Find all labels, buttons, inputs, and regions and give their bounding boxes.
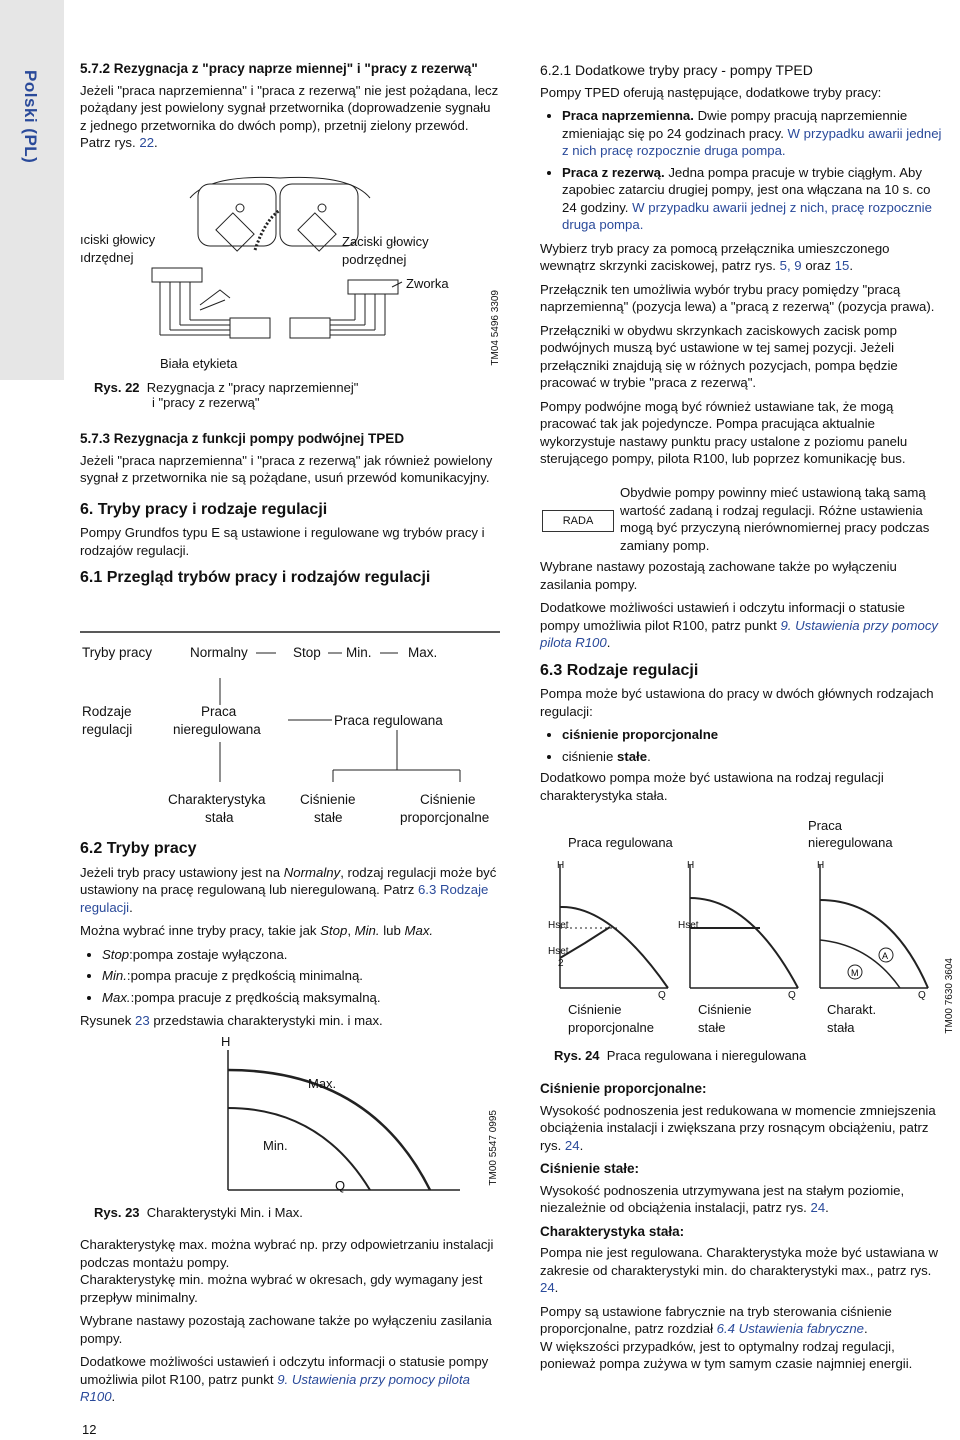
fig24-prop-2: proporcjonalne [568, 1020, 655, 1035]
fig24-unreg-2: nieregulowana [808, 835, 893, 850]
figure-22 [80, 170, 520, 420]
fig23-q: Q [335, 1178, 346, 1193]
fig24-two: 2 [558, 958, 564, 969]
fig22-jumper-label: Zworka [406, 276, 449, 291]
list-item: • ciśnienie stałe. [562, 748, 945, 766]
ov-char-1: Charakterystyka [168, 792, 266, 807]
section-573-text: Jeżeli "praca naprzemienna" i "praca z rezerwą" jak również powielony sygnał z przetwornika nie są pożądane, usuń przewód komunikacyjny. [80, 452, 493, 485]
left-column-4 [80, 1236, 500, 1412]
ov-min: Min. [346, 645, 372, 660]
list-item: • Min.:pompa pracuje z prędkością minimalną. [102, 967, 500, 985]
fig23-code: TM00 5547 0995 [488, 1110, 499, 1186]
r100-text: Dodatkowe możliwości ustawień i odczytu informacji o statusie pompy umożliwia pilot R100, patrz punkt 9. Ustawienia przy pomocy pilota R100. [80, 1354, 489, 1404]
page-number: 12 [82, 1422, 97, 1437]
prop-text: Wysokość podnoszenia jest redukowana w momencie zmniejszenia obciążenia instalacji i zwiększana przy rosnącym obciążeniu, patrz rys. 24. [540, 1102, 936, 1153]
prop-heading: Ciśnienie proporcjonalne: [540, 1081, 707, 1096]
rada-text: Obydwie pompy powinny mieć ustawioną taką samą wartość zadaną i rodzaj regulacji. Różne ustawienia mogą być przyczyną nierównomiernej pracy podczas zamiany pomp. [620, 485, 930, 553]
figure-23 [80, 1030, 520, 1225]
char-text: Pompa nie jest regulowana. Charakterystyka może być ustawiana w zakresie od charakterystyki min. do charakterystyki max., patrz rys. 24. [540, 1245, 939, 1295]
switch-text-4: Pompy podwójne mogą być również ustawiane tak, że mogą pracować tak jak pojedyncze. Pompa pracująca aktualnie wykorzystuje nastawy punktu pracy ustalone z poziomu panelu sterującego pompy, pilota R100, lub poprzez komunikację bus. [540, 398, 908, 466]
factory-text: Pompy są ustawione fabrycznie na tryb sterowania ciśnienie proporcjonalne, patrz rozdział 6.4 Ustawienia fabryczne. [540, 1303, 892, 1336]
fig24-h2: H [687, 860, 695, 871]
fig24-q1: Q [658, 990, 666, 1001]
fig22-white-label: Biała etykieta [160, 356, 238, 371]
fig22-left-label-2: ıdrzędnej [80, 250, 134, 265]
fig24-code: TM00 7630 3604 [944, 958, 955, 1034]
fig24-q2: Q [788, 990, 796, 1001]
list-item: • Praca naprzemienna. Dwie pompy pracują naprzemiennie zmieniając się po 24 godzinach pracy. W przypadku awarii jednej z nich pracę rozpocznie druga pompa. [562, 107, 945, 160]
section-62-title: 6.2 Tryby pracy [80, 840, 197, 857]
fig24-prop-1: Ciśnienie [568, 1002, 622, 1017]
fig22-left-label-1: ıciski głowicy [80, 232, 156, 247]
fig24-caption: Rys. 24 Praca regulowana i nieregulowana [554, 1048, 807, 1063]
ov-types-1: Rodzaje [82, 704, 132, 719]
left-column [80, 60, 500, 158]
max-text: Charakterystykę max. można wybrać np. przy odpowietrzaniu instalacji podczas montażu pompy. Charakterystykę min. można wybrać w okresach, gdy wymagany jest przepływ minimalny. [80, 1237, 494, 1305]
section-63-title: 6.3 Rodzaje regulacji [540, 661, 699, 679]
ov-stop: Stop [293, 645, 321, 660]
right-column-3 [540, 1080, 945, 1379]
list-item: • Max.:pompa pracuje z prędkością maksymalną. [102, 989, 500, 1007]
list-item: • Stop:pompa zostaje wyłączona. [102, 946, 500, 964]
saved-text: Wybrane nastawy pozostają zachowane także po wyłączeniu zasilania pompy. [80, 1313, 492, 1346]
fig23-min: Min. [263, 1138, 288, 1153]
figure-24 [540, 810, 960, 1070]
section-621-intro: Pompy TPED oferują następujące, dodatkowe tryby pracy: [540, 84, 882, 100]
section-572-title: 5.7.2 Rezygnacja z "pracy naprze miennej" i "pracy z rezerwą" [80, 61, 478, 76]
fig22-caption: Rys. 22 Rezygnacja z "pracy naprzemiennej" i "pracy z rezerwą" [94, 380, 359, 410]
figure-22-drawing [80, 170, 520, 370]
left-column-2 [80, 430, 500, 593]
list-item: • ciśnienie proporcjonalne [562, 726, 945, 744]
fig24-q3: Q [918, 990, 926, 1001]
ov-max: Max. [408, 645, 438, 660]
fig24-hset-2: Hset [548, 946, 569, 957]
section-63-text-2: Dodatkowo pompa może być ustawiona na rodzaj regulacji charakterystyka stała. [540, 770, 884, 803]
section-61-title: 6.1 Przegląd trybów pracy i rodzajów regulacji [80, 569, 431, 586]
fig24-h3: H [817, 860, 825, 871]
switch-text-3: Przełączniki w obydwu skrzynkach zaciskowych zacisk pomp podwójnych muszą być ustawione w tej samej pozycji. Jeżeli przełączniki znajdują się w różnych pozycjach, pompa będzie pracować w trybie "praca z rezerwą". [540, 322, 898, 390]
tped-modes-list [540, 107, 945, 234]
rada-box: RADA [542, 510, 614, 532]
control-list [540, 726, 945, 765]
pump-head-left [198, 184, 276, 246]
fig24-char-1: Charakt. [827, 1002, 877, 1017]
fig23-caption: Rys. 23 Charakterystyki Min. i Max. [94, 1205, 303, 1220]
const-text: Wysokość podnoszenia utrzymywana jest na stałym poziomie, niezależnie od obciążenia instalacji, patrz rys. 24. [540, 1182, 905, 1215]
fig24-hset-3: Hset [678, 920, 699, 931]
fig24-char-2: stała [827, 1020, 855, 1035]
right-column-2 [540, 558, 945, 810]
side-tab [0, 0, 64, 380]
r100-text-right: Dodatkowe możliwości ustawień i odczytu informacji o statusie pompy umożliwia pilot R100, patrz punkt 9. Ustawienia przy pomocy pilota R100. [540, 600, 939, 650]
ov-unreg-1: Praca [201, 704, 237, 719]
section-62-p3: Rysunek 23 przedstawia charakterystyki min. i max. [80, 1013, 383, 1028]
ov-unreg-2: nieregulowana [173, 722, 261, 737]
fig24-const-1: Ciśnienie [698, 1002, 752, 1017]
modes-list [80, 946, 500, 1007]
ov-normal: Normalny [190, 645, 248, 660]
switch-text-2: Przełącznik ten umożliwia wybór trybu pracy pomiędzy "pracą naprzemienną" (pozycja lewa) a "pracą z rezerwą" (pozycja prawa). [540, 281, 935, 314]
last-text: W większości przypadków, jest to optymalny rodzaj regulacji, ponieważ pompa zużywa w tym samym czasie najmniej energii. [540, 1338, 913, 1371]
fig24-reg: Praca regulowana [568, 835, 673, 850]
list-item: • Praca z rezerwą. Jedna pompa pracuje w trybie ciągłym. Aby zapobiec zatarciu drugiej pompy, jest ona włączana na 10 s. co 24 godziny. W przypadku awarii jednej z nich, pracę rozpocznie druga pompa. [562, 164, 945, 234]
ov-reg: Praca regulowana [334, 713, 443, 728]
fig23-max: Max. [308, 1076, 337, 1091]
fig22-right-label-1: Zaciski głowicy [342, 234, 429, 249]
ov-prop-2: proporcjonalne [400, 810, 490, 825]
ov-const-1: Ciśnienie [300, 792, 356, 807]
const-heading: Ciśnienie stałe: [540, 1161, 640, 1176]
fig22-code: TM04 5496 3309 [490, 290, 501, 366]
left-column-3 [80, 840, 500, 1036]
section-62-p2: Można wybrać inne tryby pracy, takie jak Stop, Min. lub Max. [80, 923, 434, 938]
fig24-hset-1: Hset [548, 920, 569, 931]
side-tab-label: Polski (PL) [21, 70, 40, 164]
section-62-p1: Jeżeli tryb pracy ustawiony jest na Normalny, rodzaj regulacji może być ustawiony na pracę regulowaną lub nieregulowaną. Patrz 6.3 Rodzaje regulacji. [80, 864, 497, 915]
section-573-title: 5.7.3 Rezygnacja z funkcji pompy podwójnej TPED [80, 431, 405, 446]
section-6-title: 6. Tryby pracy i rodzaje regulacji [80, 500, 328, 518]
fig24-h1: H [557, 860, 565, 871]
fig24-const-2: stałe [698, 1020, 726, 1035]
fig24-badge-m: M [851, 968, 859, 978]
section-6-text: Pompy Grundfos typu E są ustawione i regulowane wg trybów pracy i rodzajów regulacji. [80, 525, 485, 558]
fig23-h: H [221, 1034, 231, 1049]
section-572-text: Jeżeli "praca naprzemienna" i "praca z rezerwą" nie jest pożądana, lecz pożądany jest powielony sygnał przetwornika (doprowadzenie sygnału z jednego przetwornika do dwóch pomp), przetnij zielony przewód. Patrz rys. 22. [80, 82, 499, 150]
fig24-badge-a: A [882, 951, 889, 961]
section-621-title: 6.2.1 Dodatkowe tryby pracy - pompy TPED [540, 62, 813, 78]
ov-prop-1: Ciśnienie [420, 792, 476, 807]
saved-text-right: Wybrane nastawy pozostają zachowane także po wyłączeniu zasilania pompy. [540, 559, 897, 592]
fig24-unreg-1: Praca [808, 818, 842, 833]
ov-const-2: stałe [314, 810, 343, 825]
char-heading: Charakterystyka stała: [540, 1223, 685, 1239]
ov-types-2: regulacji [82, 722, 133, 737]
section-63-text: Pompa może być ustawiona do pracy w dwóch głównych rodzajach regulacji: [540, 686, 934, 719]
switch-text-1: Wybierz tryb pracy za pomocą przełącznika umieszczonego wewnątrz skrzynki zaciskowej, patrz rys. 5, 9 oraz 15. [540, 240, 890, 273]
overview-diagram [80, 630, 500, 840]
fig22-right-label-2: podrzędnej [342, 252, 407, 267]
right-column [540, 62, 945, 474]
ov-char-2: stała [205, 810, 234, 825]
ov-modes: Tryby pracy [82, 645, 153, 660]
